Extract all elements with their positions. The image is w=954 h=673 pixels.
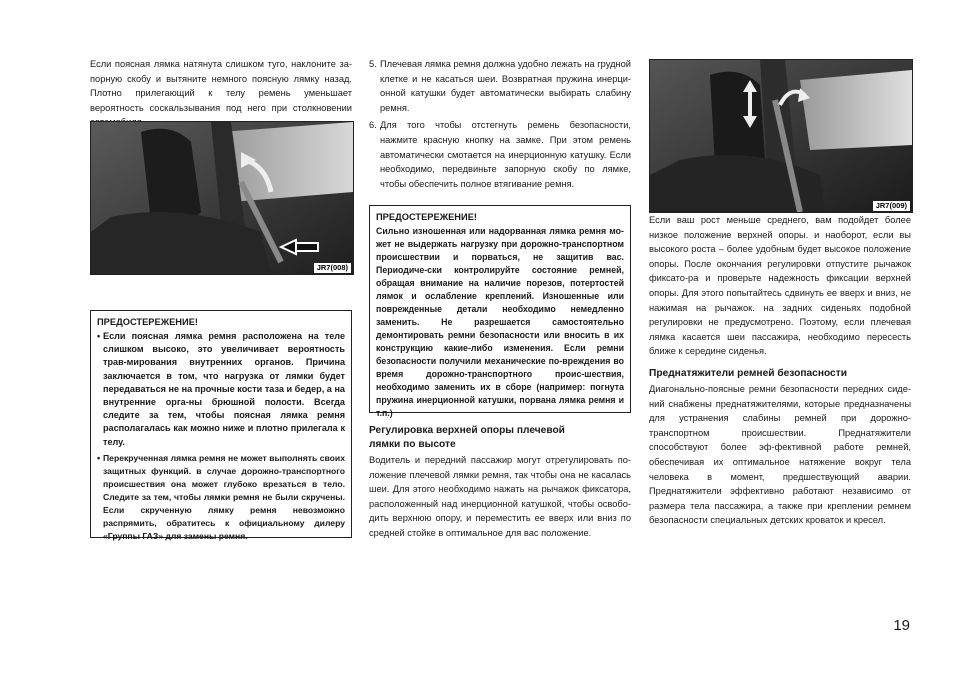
list-item-text: Плечевая лямка ремня должна удобно лежать на грудной клетке и не касаться шеи. Возвратная пружина инерци-онной катушки будет автоматически выбирать слабину ремня. (380, 59, 632, 113)
warning-bullet (97, 452, 345, 543)
bullet-mark: • (97, 331, 101, 341)
right-text-1: Если ваш рост меньше среднего, вам подойдет более низкое положение верхней опоры. и наоборот, если вы высокого роста – более удобным будет высокое положение опоры. После окончания регулировки отпустите рычажок фиксато-ра и проверьте надежность фиксации верхней опоры. Для этого попытайтесь сдвинуть ее вверх и вниз, не нажимая на рычажок. на задних сиденьях подобной регулировки не предусмотрено. Поэтому, если плечевая лямка касается шеи пассажира, необходимо пересесть ближе к середине сиденья. (649, 215, 911, 357)
warning-text: Сильно изношенная или надорванная лямка ремня мо-жет не выдержать нагрузку при дорожно-транспортном происшествии и порваться, не защитив вас. Периодиче-ски контролируйте состояние ремней, обращая внимание на наличие порезов, потертостей лямок и ослабление креплений. Изношенные или поврежденные детали необходимо немедленно заменить. Не разрешается самостоятельно демонтировать ремни безопасности или вносить в их конструкцию какие-либо изменения. Если ремни безопасности получили механические по-вреждения во время дорожно-транспортного проис-шествия, необходимо заменить их в сборе (например: погнута пружина инерционной катушки, порвана лямка ремня и т.п.) (376, 226, 624, 418)
list-item (369, 57, 631, 115)
section-heading: Регулировка верхней опоры плечевой лямки по высоте (369, 425, 565, 450)
figure-code-label: JR7(009) (873, 201, 910, 211)
warning-box-middle (369, 205, 631, 418)
page-number: 19 (893, 617, 910, 634)
height-adjust-section (369, 424, 631, 541)
warning-title: ПРЕДОСТЕРЕЖЕНИЕ! (97, 317, 198, 327)
list-item-number: 6. (369, 120, 377, 131)
pretensioner-section (649, 367, 911, 528)
left-intro-text: Если поясная лямка натянута слишком туго, наклоните за-порную скобу и вытяните немного поясную лямку назад. Плотно прилегающий к телу ремень уменьшает вероятность соскальзывания под него при столкновении (90, 59, 352, 113)
section-text: Водитель и передний пассажир могут отрегулировать по-ложение плечевой лямки ремня, так чтобы она не касалась шеи. Для этого необходимо нажать на рычажок фиксатора, расположенный над инерционной катушкой, чтобы освобо-дить верхнюю опору, и переместить ее вверх или вниз по средней стойке в оптимальное для вас положение. (369, 455, 631, 538)
figure-code-label: JR7(008) (314, 263, 351, 273)
list-item-number: 5. (369, 59, 377, 69)
section-heading: Преднатяжители ремней безопасности (649, 368, 847, 379)
warning-box-left (90, 310, 352, 541)
bullet-mark: • (97, 452, 101, 463)
seat-belt-photo-1 (90, 121, 354, 275)
numbered-list (369, 57, 631, 194)
section-text: Диагонально-поясные ремни безопасности передних сиде-ний снабжены преднатяжителями, которые предназначены для устранения слабины ремней при дорожно-транспортном происшествии. Преднатяжители способствуют более эф-фективной работе ремней, обеспечивая их оптимальное натяжение вокруг тела человека в момент, предшествующий аварии. Преднатяжители эффективно работают независимо от размера тела пассажира, а также при креплении ремнем безопасности специальных детских кроваток и кресел. (649, 384, 911, 526)
warning-title: ПРЕДОСТЕРЕЖЕНИЕ! (376, 212, 477, 222)
warning-bullet-text: Перекрученная лямка ремня не может выполнять своих защитных функций. в случае дорожно-транспортного происшествия она может глубоко врезаться в тело. Следите за тем, чтобы лямки ремня не были скручены. Если скрученную лямку ремня невозможно распрямить, обратитесь к официальному дилеру «Группы ГАЗ» для замены ремня. (103, 452, 345, 541)
seat-belt-photo-2 (649, 59, 913, 213)
list-item-text: Для того чтобы отстегнуть ремень безопасности, нажмите красную кнопку на замке. При этом ремень автоматически смотается на инерционную катушку. Если необходимо, передвиньте запорную скобу по лямке, чтобы обеспечить полное втягивание ремня. (380, 120, 631, 189)
warning-bullet-text: Если поясная лямка ремня расположена на теле слишком высоко, это увеличивает вероятность трав-мирования внутренних органов. Причина заключается в том, что нагрузка от лямки будет передаваться не на прочные кости таза и бедер, а на внутренние орга-ны брюшной полости. Всегда следите за тем, чтобы поясная лямка ремня располагалась как можно ниже и плотно прилегала к телу. (103, 331, 345, 447)
warning-bullet (97, 330, 345, 449)
list-item (369, 118, 631, 191)
